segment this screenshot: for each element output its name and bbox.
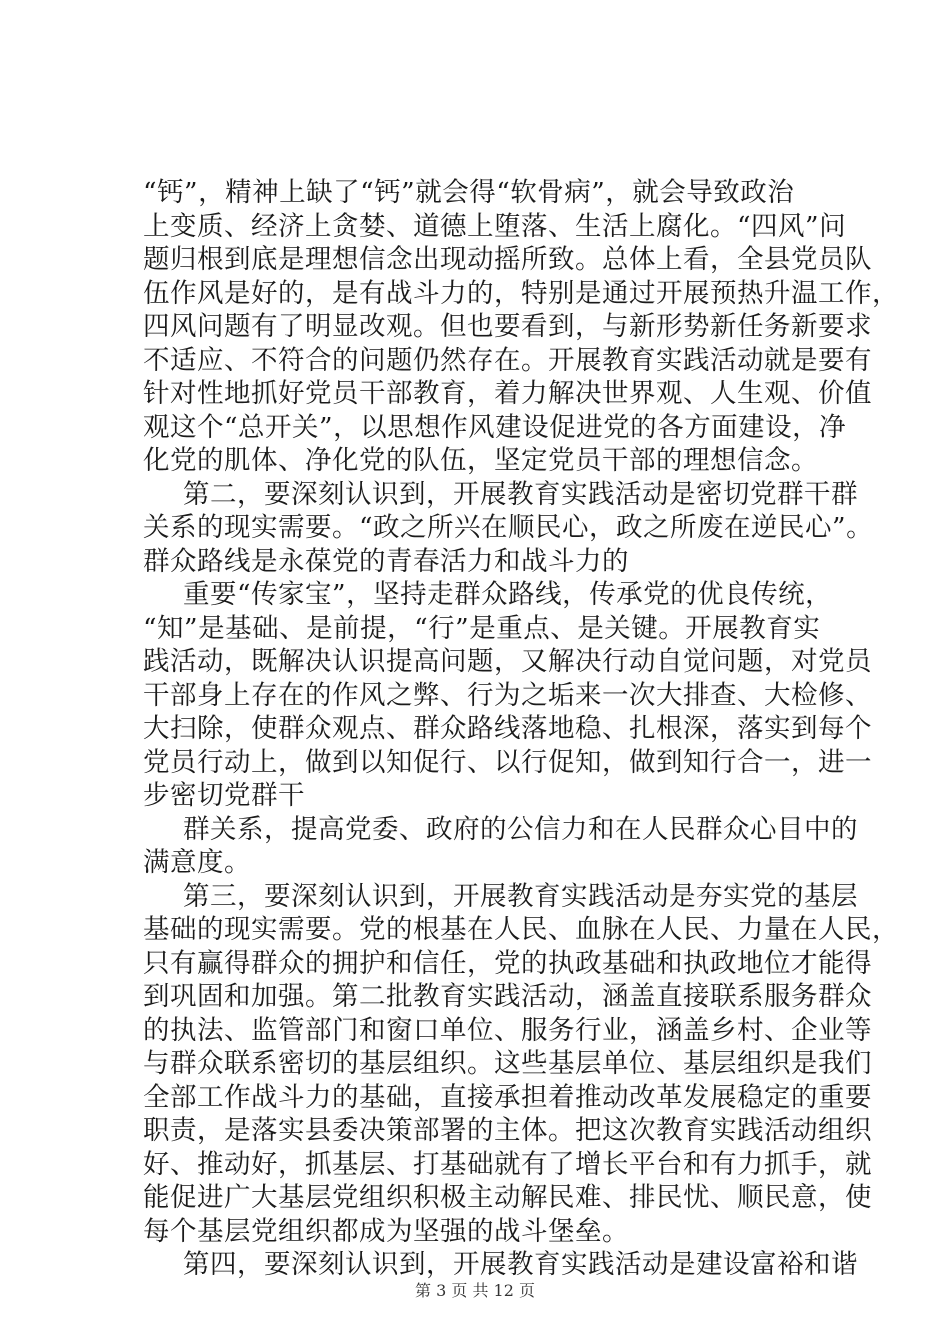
text-line: 针对性地抓好党员干部教育，着力解决世界观、人生观、价值 — [143, 378, 872, 409]
text-line: 能促进广大基层党组织积极主动解民难、排民忧、顺民意，使 — [143, 1182, 872, 1213]
page-footer: 第 3 页 共 12 页 — [415, 1281, 535, 1300]
text-line: 化党的肌体、净化党的队伍，坚定党员干部的理想信念。 — [143, 445, 818, 476]
text-line: 重要“传家宝”，坚持走群众路线，传承党的优良传统， — [183, 579, 833, 610]
text-line: 不适应、不符合的问题仍然存在。开展教育实践活动就是要有 — [143, 344, 872, 376]
text-line: 伍作风是好的，是有战斗力的，特别是通过开展预热升温工作， — [143, 277, 899, 309]
text-line: 大扫除，使群众观点、群众路线落地稳、扎根深，落实到每个 — [143, 713, 872, 744]
text-line: 步密切党群干 — [143, 780, 305, 811]
text-line: 每个基层党组织都成为坚强的战斗堡垒。 — [143, 1215, 629, 1247]
text-line: 职责，是落实县委决策部署的主体。把这次教育实践活动组织 — [143, 1115, 872, 1146]
text-line: 观这个“总开关”，以思想作风建设促进党的各方面建设，净 — [143, 411, 847, 443]
document-body — [143, 176, 899, 1282]
text-line: 上变质、经济上贪婪、道德上堕落、生活上腐化。“四风”问 — [143, 210, 847, 242]
text-line: 到巩固和加强。第二批教育实践活动，涵盖直接联系服务群众 — [143, 981, 872, 1012]
text-line: 好、推动好，抓基层、打基础就有了增长平台和有力抓手，就 — [143, 1148, 872, 1180]
text-line: 题归根到底是理想信念出现动摇所致。总体上看，全县党员队 — [143, 244, 872, 275]
text-line: 践活动，既解决认识提高问题，又解决行动自觉问题，对党员 — [143, 646, 872, 677]
text-line: “知”是基础、是前提，“行”是重点、是关键。开展教育实 — [143, 612, 821, 644]
text-line: 第三，要深刻认识到，开展教育实践活动是夯实党的基层 — [183, 880, 858, 912]
text-line: 第二，要深刻认识到，开展教育实践活动是密切党群干群 — [183, 478, 858, 510]
text-line: 群众路线是永葆党的青春活力和战斗力的 — [143, 545, 629, 577]
text-line: 基础的现实需要。党的根基在人民、血脉在人民、力量在人民， — [143, 914, 899, 945]
text-line: 四风问题有了明显改观。但也要看到，与新形势新任务新要求 — [143, 311, 872, 342]
text-line: 与群众联系密切的基层组织。这些基层单位、基层组织是我们 — [143, 1048, 872, 1079]
text-line: “钙”，精神上缺了“钙”就会得“软骨病”，就会导致政治 — [143, 177, 795, 208]
text-line: 党员行动上，做到以知促行、以行促知，做到知行合一，进一 — [143, 746, 872, 778]
text-line: 只有赢得群众的拥护和信任，党的执政基础和执政地位才能得 — [143, 947, 872, 979]
text-line: 干部身上存在的作风之弊、行为之垢来一次大排查、大检修、 — [143, 679, 872, 711]
text-line: 的执法、监管部门和窗口单位、服务行业，涵盖乡村、企业等 — [143, 1014, 872, 1046]
text-line: 满意度。 — [143, 847, 251, 878]
text-line: 关系的现实需要。“政之所兴在顺民心，政之所废在逆民心”。 — [143, 512, 874, 543]
text-line: 群关系，提高党委、政府的公信力和在人民群众心目中的 — [183, 813, 858, 845]
text-line: 第四，要深刻认识到，开展教育实践活动是建设富裕和谐 — [183, 1249, 858, 1280]
text-line: 全部工作战斗力的基础，直接承担着推动改革发展稳定的重要 — [143, 1081, 872, 1113]
